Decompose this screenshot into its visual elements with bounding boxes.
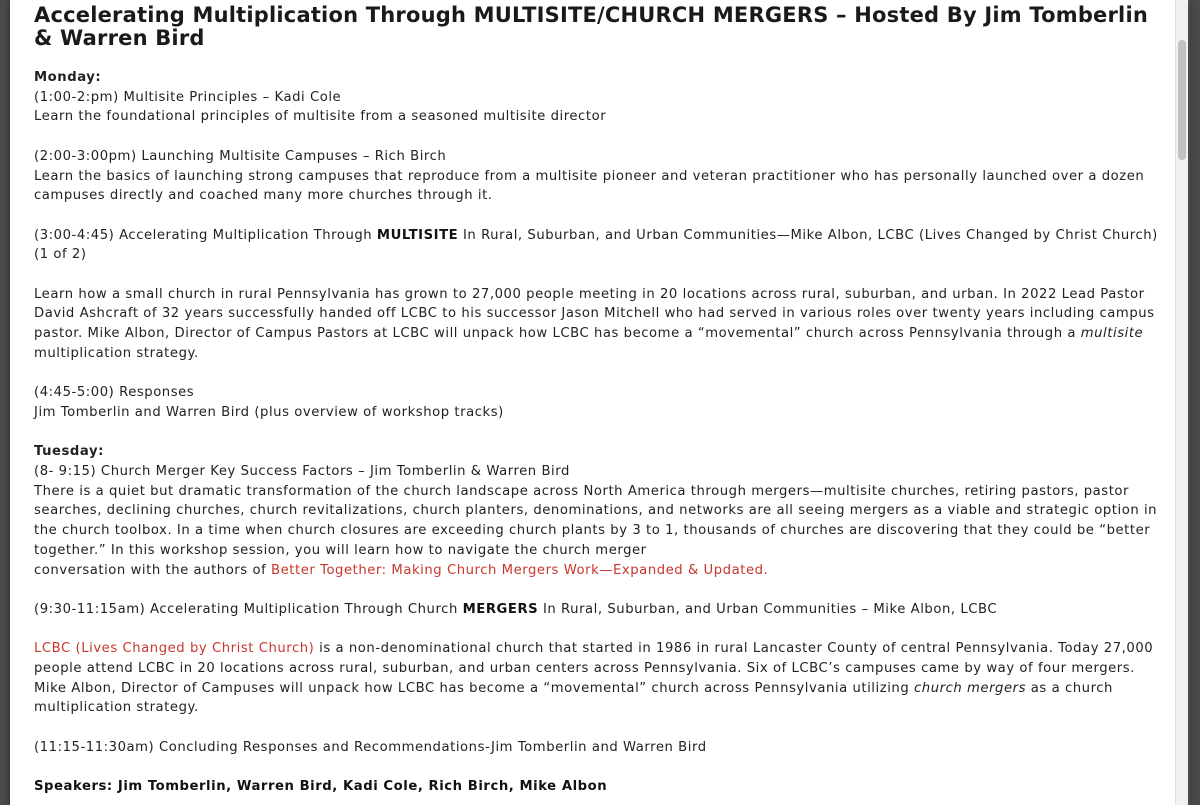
scrollbar-thumb[interactable]	[1178, 40, 1186, 160]
session-3-desc-post: multiplication strategy.	[34, 345, 199, 361]
session-3-title-bold: MULTISITE	[376, 227, 459, 243]
tuesday-session-1-time: (8- 9:15) Church Merger Key Success Factors – Jim Tomberlin & Warren Bird	[34, 463, 570, 479]
session-1-desc-2-text: conversation with the authors of	[34, 562, 271, 578]
monday-session-3-title	[34, 226, 1164, 265]
modal-scrollbar[interactable]	[1175, 0, 1188, 805]
monday-session-4-time: (4:45-5:00) Responses	[34, 385, 195, 401]
monday-heading: Monday:	[34, 70, 102, 85]
t-session-2-desc-pre: is a non-denominational church that started in 1986 in rural Lancaster County of central Pennsylvania. Today 27,000 people attend LCBC in 20 locations across rural, suburban, and urban centers across Pennsylvania. Six of LCBC’s campuses came by way of four mergers. Mike Albon, Director of Campuses will unpack how LCBC has become a “movemental” church across Pennsylvania utilizing	[34, 641, 1154, 696]
event-schedule-modal	[10, 0, 1188, 805]
session-3-title-post: In Rural, Suburban, and Urban Communities—Mike Albon, LCBC (Lives Changed by Christ Church) (1 of 2)	[34, 227, 1158, 263]
backdrop-left	[0, 0, 10, 805]
monday-session-2-time: (2:00-3:00pm) Launching Multisite Campuses – Rich Birch	[34, 148, 447, 164]
session-3-desc-pre: Learn how a small church in rural Pennsylvania has grown to 27,000 people meeting in 20 locations across rural, suburban, and urban. In 2022 Lead Pastor David Ashcraft of 32 years successfully handed off LCBC to his successor Jason Mitchell who had served in various roles over twenty years including campus pastor. Mike Albon, Director of Campus Pastors at LCBC will unpack how LCBC has become a “movemental” church across Pennsylvania through a	[34, 286, 1155, 342]
t-session-2-title-pre: (9:30-11:15am) Accelerating Multiplication Through Church	[34, 601, 463, 617]
spacer	[34, 718, 1164, 738]
t-session-2-title-post: In Rural, Suburban, and Urban Communities – Mike Albon, LCBC	[538, 601, 998, 617]
t-session-2-desc-post: as a church multiplication strategy.	[34, 680, 1113, 716]
session-3-title-pre: (3:00-4:45) Accelerating Multiplication Through	[34, 227, 377, 243]
spacer	[34, 265, 1164, 285]
better-together-link[interactable]: Better Together: Making Church Mergers Work—Expanded & Updated.	[271, 562, 769, 578]
modal-content	[34, 0, 1164, 797]
spacer	[34, 127, 1164, 147]
schedule-body	[34, 68, 1164, 797]
spacer	[34, 423, 1164, 443]
monday-session-2-desc: Learn the basics of launching strong campuses that reproduce from a multisite pioneer and veteran practitioner who has personally launched over a dozen campuses directly and coached many more churches through it.	[34, 168, 1145, 204]
t-session-2-title-bold: MERGERS	[462, 601, 539, 617]
session-3-desc-italic: multisite	[1080, 326, 1144, 342]
spacer	[34, 620, 1164, 640]
backdrop-right	[1190, 0, 1200, 805]
monday-session-4-desc: Jim Tomberlin and Warren Bird (plus overview of workshop tracks)	[34, 404, 504, 420]
tuesday-session-2-desc	[34, 639, 1164, 718]
spacer	[34, 757, 1164, 777]
tuesday-session-1-desc-2	[34, 561, 1164, 581]
speakers-text: Speakers: Jim Tomberlin, Warren Bird, Kadi Cole, Rich Birch, Mike Albon	[34, 779, 608, 795]
spacer	[34, 206, 1164, 226]
tuesday-session-2-title	[34, 600, 1164, 620]
monday-session-1-desc: Learn the foundational principles of multisite from a seasoned multisite director	[34, 109, 607, 125]
speakers-line	[34, 777, 1164, 797]
lcbc-link[interactable]: LCBC (Lives Changed by Christ Church)	[34, 641, 315, 657]
tuesday-heading: Tuesday:	[34, 444, 104, 460]
spacer	[34, 580, 1164, 600]
tuesday-session-1-desc: There is a quiet but dramatic transformation of the church landscape across North America through mergers—multisite churches, retiring pastors, pastor searches, declining churches, church revitalizations, church planters, denominations, and networks are all seeing mergers as a viable and strategic option in the church toolbox. In a time when church closures are exceeding church plants by 3 to 1, thousands of churches are discovering that they could be “better together.” In this workshop session, you will learn how to navigate the church merger	[34, 483, 1158, 558]
tuesday-session-3-time: (11:15-11:30am) Concluding Responses and Recommendations-Jim Tomberlin and Warren Bird	[34, 739, 707, 755]
spacer	[34, 364, 1164, 384]
t-session-2-desc-italic: church mergers	[913, 680, 1027, 696]
monday-session-1-time: (1:00-2:pm) Multisite Principles – Kadi Cole	[34, 89, 342, 105]
monday-session-3-desc	[34, 285, 1164, 364]
page-title: Accelerating Multiplication Through MULTISITE/CHURCH MERGERS – Hosted By Jim Tomberlin & Warren Bird	[34, 3, 1148, 50]
